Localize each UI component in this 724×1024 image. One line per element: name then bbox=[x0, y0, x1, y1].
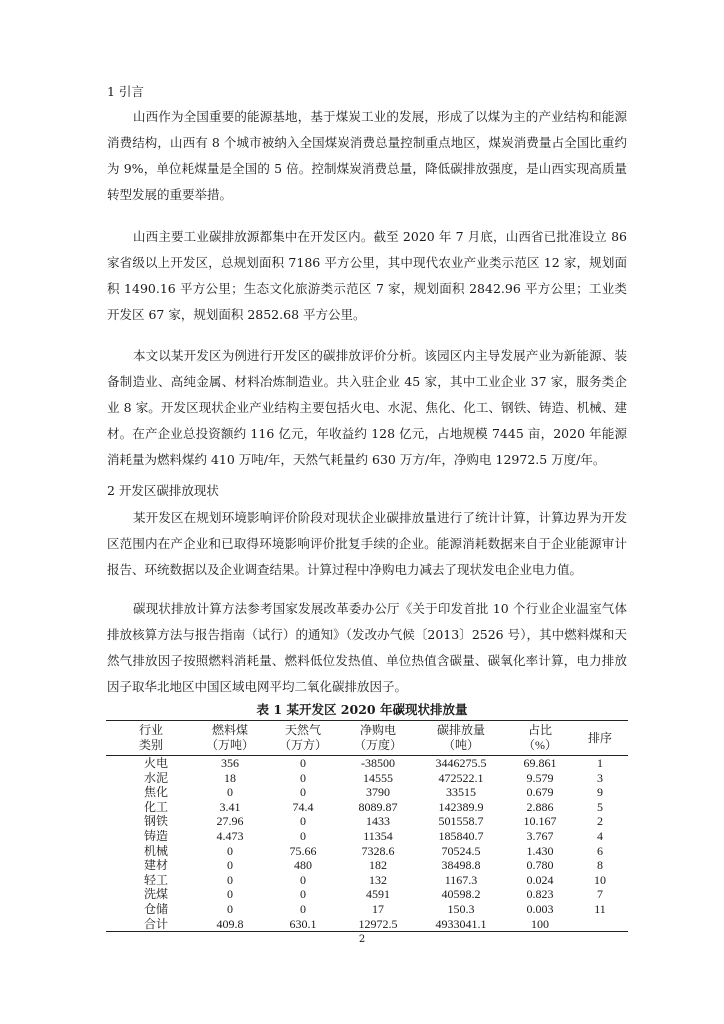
table-row: 仓储 0 0 17 150.3 0.003 11 bbox=[144, 901, 606, 916]
table-row: 轻工 0 0 132 1167.3 0.024 10 bbox=[144, 872, 606, 887]
table-row: 铸造 4.473 0 11354 185840.7 3.767 4 bbox=[144, 828, 603, 843]
header-gas: 天然气 （万方） bbox=[264, 721, 342, 756]
table-row: 化工 3.41 74.4 8089.87 142389.9 2.886 5 bbox=[144, 799, 603, 814]
table-row: 洗煤 0 0 4591 40598.2 0.823 7 bbox=[144, 887, 603, 902]
table-row: 火电 356 0 -38500 3446275.5 69.861 1 bbox=[144, 756, 603, 770]
header-coal: 燃料煤 （万吨） bbox=[196, 721, 264, 756]
table-row: 机械 0 75.66 7328.6 70524.5 1.430 6 bbox=[144, 843, 603, 858]
header-industry: 行业 类别 bbox=[106, 721, 196, 756]
section-heading-status: 2 开发区碳排放现状 bbox=[107, 483, 219, 498]
table-header-row bbox=[106, 721, 628, 756]
table-row: 钢铁 27.96 0 1433 501558.7 10.167 2 bbox=[144, 814, 603, 829]
paragraph-3: 本文以某开发区为例进行开发区的碳排放评价分析。该园区内主导发展产业为新能源、装备制造业、高纯金属、材料冶炼制造业。共入驻企业 45 家，其中工业企业 37 家，服务类企业 8 家。开发区现状企业产业结构主要包括火电、水泥、焦化、化工、钢铁、铸造、机械、建材。在产企业总投资额约 116 亿元，年收益约 128 亿元，占地规模 7445 亩，2020 年能源消耗量为燃料煤约 410 万吨/年，天然气耗量约 630 万方/年，净购电 12972.5 万度/年。 bbox=[107, 348, 627, 467]
table-row: 水泥 18 0 14555 472522.1 9.579 3 bbox=[144, 770, 603, 785]
header-electricity: 净购电 （万度） bbox=[342, 721, 414, 756]
paragraph-5: 碳现状排放计算方法参考国家发展改革委办公厅《关于印发首批 10 个行业企业温室气体排放核算方法与报告指南（试行）的通知》（发改办气候〔2013〕2526 号），其中燃料煤和天然气排放因子按照燃料消耗量、燃料低位发热值、单位热值含碳量、碳氧化率计算，电力排放因子取华北地区中国区域电网平均二氧化碳排放因子。 bbox=[107, 601, 627, 694]
emission-table bbox=[106, 720, 628, 932]
header-emission: 碳排放量 （吨） bbox=[414, 721, 508, 756]
table-row: 建材 0 480 182 38498.8 0.780 8 bbox=[144, 858, 603, 873]
paragraph-1: 山西作为全国重要的能源基地，基于煤炭工业的发展，形成了以煤为主的产业结构和能源消费结构，山西有 8 个城市被纳入全国煤炭消费总量控制重点地区，煤炭消费量占全国比重约为 9%，单位耗煤量是全国的 5 倍。控制煤炭消费总量，降低碳排放强度，是山西实现高质量转型发展的重要举措。 bbox=[107, 109, 627, 202]
table-total-row: 合计 409.8 630.1 12972.5 4933041.1 100 bbox=[144, 916, 549, 931]
section-heading-intro: 1 引言 bbox=[107, 84, 144, 99]
header-rank: 排序 bbox=[572, 721, 628, 756]
paragraph-2: 山西主要工业碳排放源都集中在开发区内。截至 2020 年 7 月底，山西省已批准设立 86 家省级以上开发区，总规划面积 7186 平方公里，其中现代农业产业类示范区 12 家，规划面积 1490.16 平方公里；生态文化旅游类示范区 7 家，规划面积 2842.96 平方公里；工业类开发区 67 家，规划面积 2852.68 平方公里。 bbox=[107, 229, 627, 322]
table-row: 焦化 0 0 3790 33515 0.679 9 bbox=[144, 785, 603, 800]
header-share: 占比 （%） bbox=[508, 721, 572, 756]
paragraph-4: 某开发区在规划环境影响评价阶段对现状企业碳排放量进行了统计计算，计算边界为开发区范围内在产企业和已取得环境影响评价批复手续的企业。能源消耗数据来自于企业能源审计报告、环统数据以及企业调查结果。计算过程中净购电力减去了现状发电企业电力值。 bbox=[107, 510, 627, 577]
page-number: 2 bbox=[358, 934, 366, 945]
table-caption: 表 1 某开发区 2020 年碳现状排放量 bbox=[256, 702, 468, 717]
